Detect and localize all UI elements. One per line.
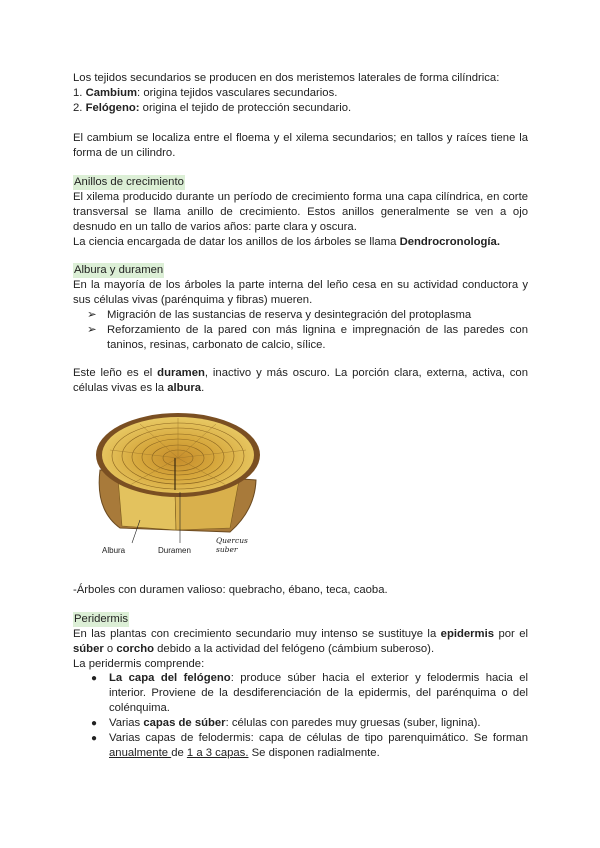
- albura-list: [73, 308, 528, 353]
- dendrocronologia-term: Dendrocronología.: [399, 236, 500, 248]
- tree-trunk-illustration: [80, 400, 270, 545]
- peridermis-section: [73, 612, 528, 672]
- anillos-section: [73, 175, 528, 250]
- albura-label: Albura: [102, 546, 126, 555]
- albura-term: albura: [167, 382, 202, 394]
- intro-line: Los tejidos secundarios se producen en dos meristemos laterales de forma cilíndrica:: [73, 72, 500, 84]
- arrow-bullet-icon: ➢: [87, 324, 97, 336]
- species-label: Quercus suber: [216, 536, 248, 554]
- duramen-label: Duramen: [158, 546, 191, 555]
- albura-heading: Albura y duramen: [74, 264, 164, 276]
- albura-paragraph: En la mayoría de los árboles la parte interna del leño cesa en su actividad conductora y sus células vivas (parénquima y fibras) mueren.: [73, 279, 528, 306]
- list-item: ● Varias capas de felodermis: capa de células de tipo parenquimático. Se forman anualmente de 1 a 3 capas. Se disponen radialmente.: [91, 732, 528, 759]
- peridermis-heading: Peridermis: [74, 613, 128, 625]
- peridermis-list: [73, 671, 528, 761]
- duramen-paragraph: Este leño es el duramen, inactivo y más oscuro. La porción clara, externa, activa, con células vivas es la albura.: [73, 367, 528, 394]
- albura-section: [73, 263, 528, 308]
- meristem-item-1: 1. Cambium: origina tejidos vasculares secundarios.: [73, 87, 338, 99]
- list-item: ➢ Migración de las sustancias de reserva y desintegración del protoplasma: [87, 309, 472, 321]
- duramen-term: duramen: [157, 367, 205, 379]
- intro-section: [73, 71, 528, 116]
- list-item: ● La capa del felógeno: produce súber hacia el exterior y felodermis hacia el interior. Proviene de la desdiferenciación de la epidermis, del parénquima o del colénquima.: [91, 672, 528, 714]
- cambium-term: Cambium: [85, 87, 138, 99]
- arboles-paragraph: -Árboles con duramen valioso: quebracho, ébano, teca, caoba.: [73, 584, 388, 596]
- list-item: ● Varias capas de súber: células con paredes muy gruesas (suber, lignina).: [91, 717, 481, 729]
- cambium-paragraph: El cambium se localiza entre el floema y el xilema secundarios; en tallos y raíces tiene la forma de un cilindro.: [73, 132, 528, 159]
- bullet-icon: ●: [91, 733, 98, 744]
- arrow-bullet-icon: ➢: [87, 309, 97, 321]
- wood-section-figure: [80, 400, 270, 560]
- anillos-paragraph: El xilema producido durante un período de crecimiento forma una capa cilíndrica, en corte transversal se llama anillo de crecimiento. Estos anillos generalmente se ven a ojo desnudo en un tallo de varios años: parte clara y oscura.: [73, 191, 528, 233]
- peridermis-paragraph: En las plantas con crecimiento secundario muy intenso se sustituye la epidermis por el súber o corcho debido a la actividad del felógeno (cámbium suberoso).: [73, 628, 528, 655]
- bullet-icon: ●: [91, 673, 98, 684]
- felogeno-term: Felógeno:: [85, 102, 140, 114]
- anillos-heading: Anillos de crecimiento: [74, 176, 184, 188]
- bullet-icon: ●: [91, 718, 98, 729]
- meristem-item-2: 2. Felógeno: origina el tejido de protección secundario.: [73, 102, 352, 114]
- dendro-paragraph: La ciencia encargada de datar los anillos de los árboles se llama Dendrocronología.: [73, 236, 500, 248]
- peridermis-comprende: La peridermis comprende:: [73, 658, 205, 670]
- list-item: ➢ Reforzamiento de la pared con más lignina e impregnación de las paredes con taninos, resinas, carbonato de calcio, sílice.: [87, 324, 528, 351]
